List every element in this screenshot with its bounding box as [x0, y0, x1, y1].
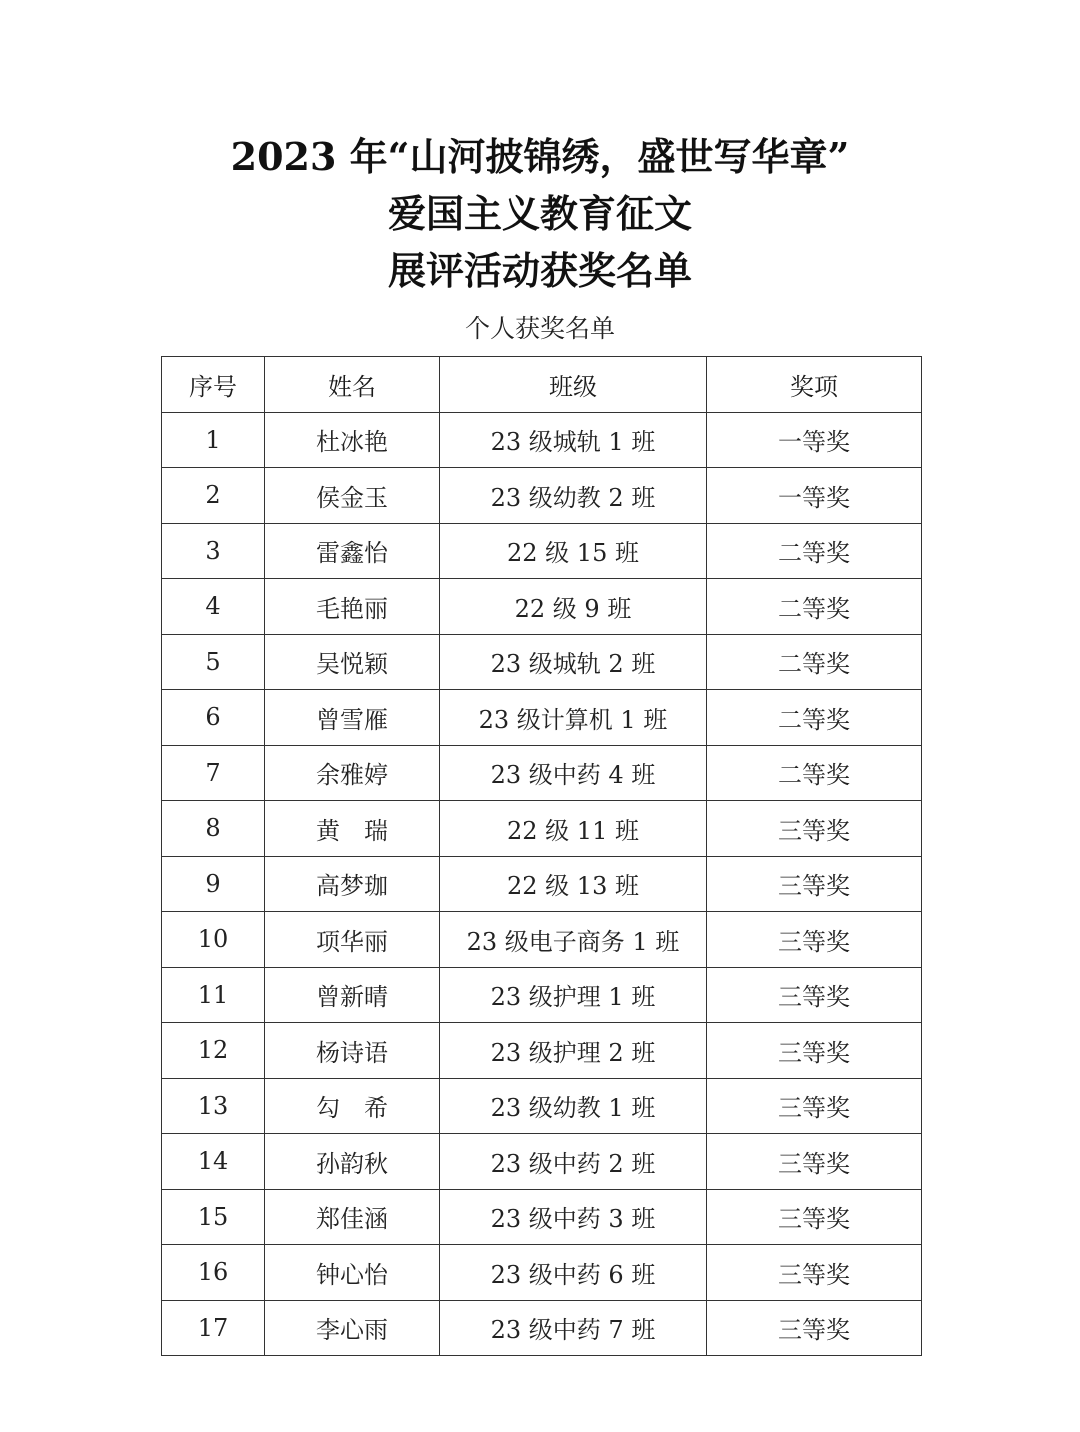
cell-award: 三等奖	[707, 856, 922, 912]
cell-name: 曾雪雁	[265, 690, 440, 746]
cell-award: 二等奖	[707, 579, 922, 635]
table-row	[162, 634, 922, 690]
cell-number: 17	[162, 1300, 265, 1356]
cell-number: 8	[162, 801, 265, 857]
table-body	[162, 412, 922, 1356]
award-table	[161, 356, 922, 1356]
cell-number: 4	[162, 579, 265, 635]
cell-award: 二等奖	[707, 745, 922, 801]
cell-name: 李心雨	[265, 1300, 440, 1356]
cell-number: 9	[162, 856, 265, 912]
cell-number: 13	[162, 1078, 265, 1134]
table-row	[162, 412, 922, 468]
cell-award: 一等奖	[707, 412, 922, 468]
cell-award: 三等奖	[707, 1078, 922, 1134]
cell-award: 二等奖	[707, 690, 922, 746]
cell-class: 22 级 13 班	[440, 856, 707, 912]
cell-class: 22 级 15 班	[440, 523, 707, 579]
cell-name: 毛艳丽	[265, 579, 440, 635]
table-row	[162, 1300, 922, 1356]
cell-name: 曾新晴	[265, 967, 440, 1023]
cell-class: 23 级护理 2 班	[440, 1023, 707, 1079]
cell-award: 二等奖	[707, 523, 922, 579]
table-row	[162, 801, 922, 857]
cell-class: 23 级中药 7 班	[440, 1300, 707, 1356]
table-row	[162, 856, 922, 912]
table-row	[162, 912, 922, 968]
table-row	[162, 579, 922, 635]
table-row	[162, 1245, 922, 1301]
cell-number: 15	[162, 1189, 265, 1245]
cell-number: 16	[162, 1245, 265, 1301]
cell-class: 23 级城轨 2 班	[440, 634, 707, 690]
title-line-2: 爱国主义教育征文	[387, 191, 692, 236]
table-row	[162, 1189, 922, 1245]
cell-number: 14	[162, 1134, 265, 1190]
cell-award: 三等奖	[707, 1245, 922, 1301]
cell-number: 12	[162, 1023, 265, 1079]
cell-name: 郑佳涵	[265, 1189, 440, 1245]
cell-class: 23 级中药 3 班	[440, 1189, 707, 1245]
cell-number: 11	[162, 967, 265, 1023]
cell-award: 二等奖	[707, 634, 922, 690]
cell-class: 23 级幼教 2 班	[440, 468, 707, 524]
cell-name: 吴悦颖	[265, 634, 440, 690]
cell-name: 高梦珈	[265, 856, 440, 912]
cell-name: 侯金玉	[265, 468, 440, 524]
cell-class: 23 级中药 6 班	[440, 1245, 707, 1301]
cell-number: 3	[162, 523, 265, 579]
cell-class: 23 级幼教 1 班	[440, 1078, 707, 1134]
cell-award: 三等奖	[707, 967, 922, 1023]
cell-name: 雷鑫怡	[265, 523, 440, 579]
header-name: 姓名	[265, 357, 440, 413]
cell-class: 23 级城轨 1 班	[440, 412, 707, 468]
table-header-row	[162, 357, 922, 413]
table-row	[162, 1078, 922, 1134]
cell-class: 23 级护理 1 班	[440, 967, 707, 1023]
cell-award: 一等奖	[707, 468, 922, 524]
cell-award: 三等奖	[707, 912, 922, 968]
header-number: 序号	[162, 357, 265, 413]
title-line-3: 展评活动获奖名单	[387, 248, 692, 293]
cell-name: 黄 瑞	[265, 801, 440, 857]
cell-number: 10	[162, 912, 265, 968]
cell-class: 23 级计算机 1 班	[440, 690, 707, 746]
cell-award: 三等奖	[707, 1134, 922, 1190]
header-award: 奖项	[707, 357, 922, 413]
cell-name: 孙韵秋	[265, 1134, 440, 1190]
table-row	[162, 745, 922, 801]
table-row	[162, 1134, 922, 1190]
title-line-1: 2023 年“山河披锦绣，盛世写华章”	[230, 134, 850, 179]
cell-name: 钟心怡	[265, 1245, 440, 1301]
cell-name: 余雅婷	[265, 745, 440, 801]
cell-award: 三等奖	[707, 1023, 922, 1079]
table-subtitle: 个人获奖名单	[464, 314, 615, 343]
cell-class: 22 级 11 班	[440, 801, 707, 857]
cell-number: 7	[162, 745, 265, 801]
table-row	[162, 468, 922, 524]
table-row	[162, 1023, 922, 1079]
cell-class: 23 级中药 4 班	[440, 745, 707, 801]
cell-class: 23 级电子商务 1 班	[440, 912, 707, 968]
table-row	[162, 690, 922, 746]
cell-class: 22 级 9 班	[440, 579, 707, 635]
cell-number: 5	[162, 634, 265, 690]
cell-number: 6	[162, 690, 265, 746]
table-row	[162, 967, 922, 1023]
cell-class: 23 级中药 2 班	[440, 1134, 707, 1190]
cell-number: 2	[162, 468, 265, 524]
cell-name: 勾 希	[265, 1078, 440, 1134]
cell-number: 1	[162, 412, 265, 468]
cell-award: 三等奖	[707, 1300, 922, 1356]
header-class: 班级	[440, 357, 707, 413]
cell-award: 三等奖	[707, 801, 922, 857]
cell-name: 杨诗语	[265, 1023, 440, 1079]
cell-name: 杜冰艳	[265, 412, 440, 468]
cell-award: 三等奖	[707, 1189, 922, 1245]
table-row	[162, 523, 922, 579]
document-title	[0, 128, 1080, 299]
cell-name: 项华丽	[265, 912, 440, 968]
